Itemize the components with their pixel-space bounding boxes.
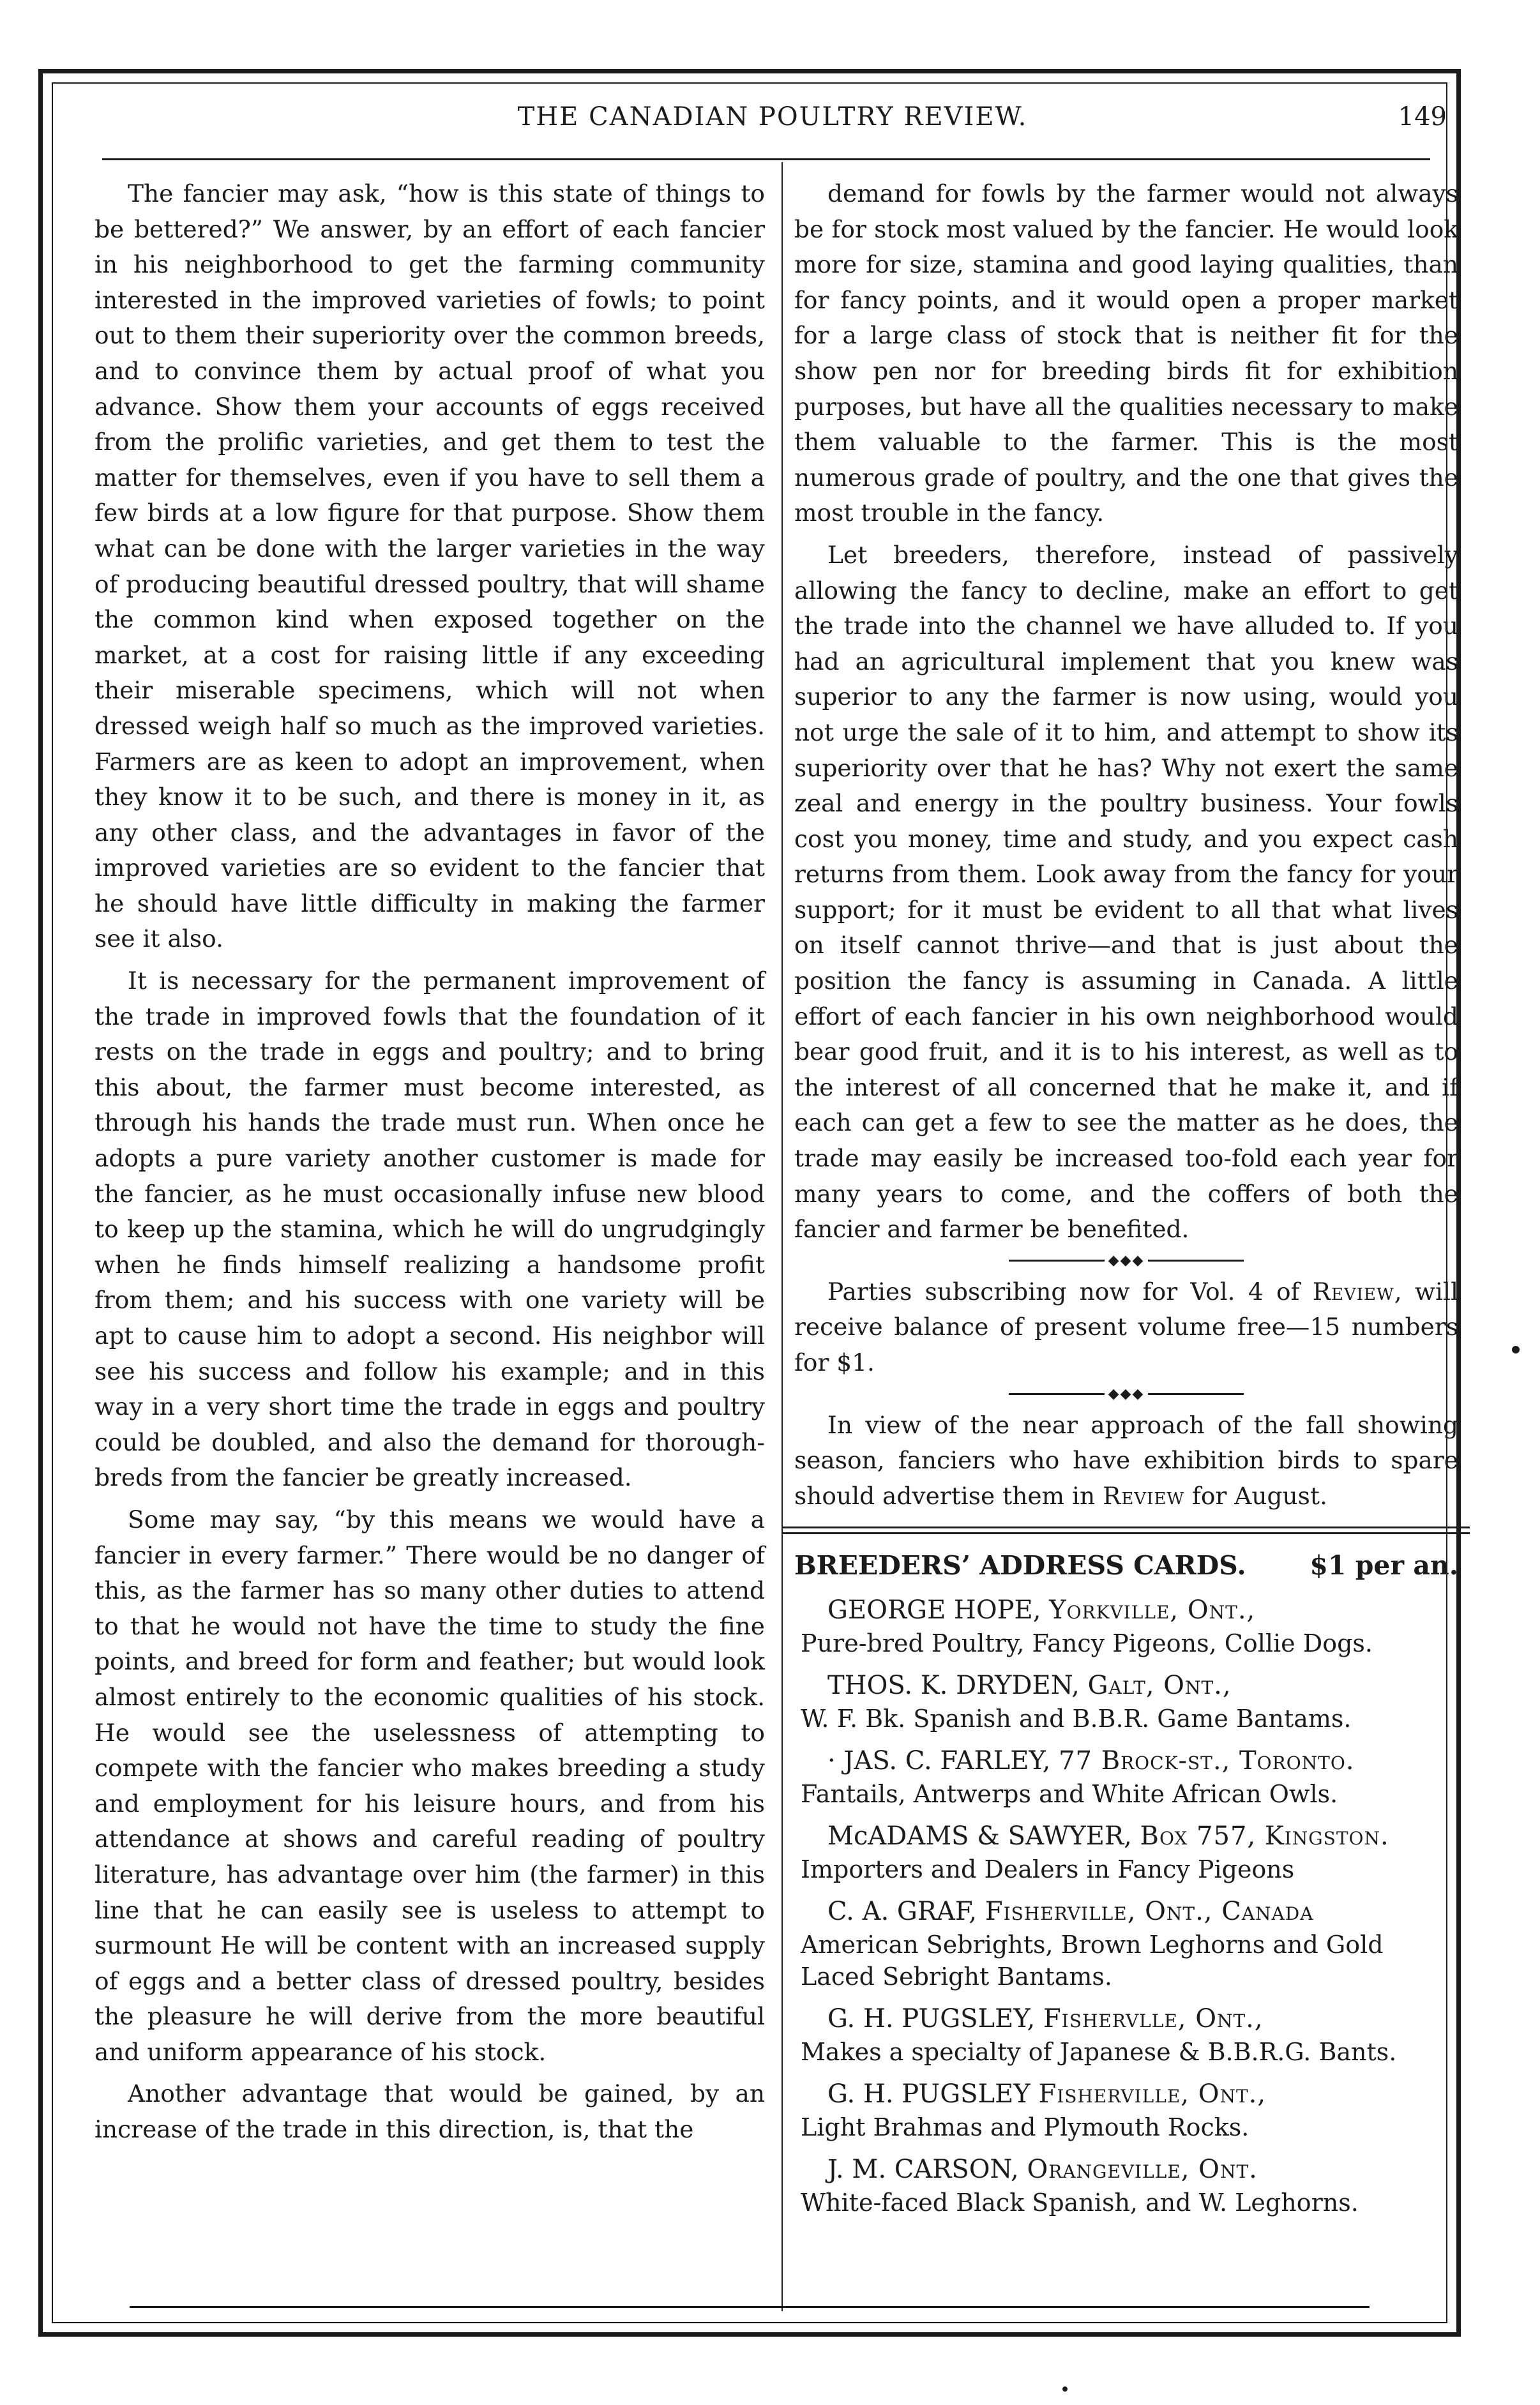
notice-text: In view of the near approach of the fall showing season, fanciers who have exhibition birds to spare should advertise them in — [794, 1410, 1458, 1510]
address-card — [794, 1819, 1458, 1885]
column-divider — [781, 162, 783, 2311]
page-header — [83, 102, 1462, 140]
notice-text: , will receive balance of present volume free—15 numbers for $1. — [794, 1277, 1458, 1376]
cards-heading-title: BREEDERS’ ADDRESS CARDS. — [794, 1550, 1246, 1581]
breeder-name: G. H. PUGSLEY, — [827, 2004, 1036, 2034]
notice-text: for August. — [1184, 1481, 1327, 1510]
breeder-place: Fisherville, Ont., — [1038, 2079, 1267, 2109]
left-column — [94, 176, 765, 2148]
review-word: Review — [1312, 1277, 1394, 1306]
breeder-place: Fisherville, Ont., Canada — [985, 1897, 1314, 1927]
subscription-notice — [794, 1274, 1458, 1381]
double-rule — [783, 1527, 1470, 1534]
breeder-description: Importers and Dealers in Fancy Pigeons — [801, 1855, 1295, 1884]
breeder-description: Fantails, Antwerps and White African Owls. — [801, 1780, 1338, 1809]
breeder-description: Makes a specialty of Japanese & B.B.R.G. Bants. — [801, 2038, 1397, 2067]
cards-heading-price: $1 per an. — [1310, 1550, 1458, 1581]
article-paragraph: Some may say, “by this means we would have a fancier in every farmer.” There would be no danger of this, as the farmer has so many other duties to attend to that he would not have the time to study the fine points, and breed for form and feather; but would look almost entirely to the economic qualities of his stock. He would see the uselessness of attempting to compete with the fancier who makes breeding a study and employment for his leisure hours, and from his attendance at shows and careful reading of poultry literature, has advantage over him (the farmer) in this line that he can easily see is useless to attempt to surmount He will be content with an increased supply of eggs and a better class of dressed poultry, besides the pleasure he will derive from the more beautiful and uniform appearance of his stock. — [94, 1505, 765, 2066]
address-card — [794, 2002, 1458, 2068]
right-column — [794, 176, 1458, 2219]
breeder-description: Pure-bred Poultry, Fancy Pigeons, Collie Dogs. — [801, 1629, 1373, 1658]
section-ornament: ◆◆◆ — [794, 1250, 1458, 1272]
section-ornament: ◆◆◆ — [794, 1383, 1458, 1405]
notice-text: Parties subscribing now for Vol. 4 of — [827, 1277, 1313, 1306]
breeder-description: White-faced Black Spanish, and W. Leghorns. — [801, 2189, 1359, 2217]
breeder-place: Galt, Ont., — [1087, 1671, 1232, 1701]
address-card — [794, 2152, 1458, 2219]
article-paragraph: Another advantage that would be gained, by an increase of the trade in this direction, is, that the — [94, 2079, 765, 2144]
running-title: THE CANADIAN POULTRY REVIEW. — [517, 102, 1028, 132]
breeder-description: Light Brahmas and Plymouth Rocks. — [801, 2113, 1249, 2142]
address-card — [794, 1593, 1458, 1659]
breeders-cards-heading — [794, 1547, 1458, 1584]
breeder-name: · JAS. C. FARLEY, — [827, 1746, 1051, 1776]
breeder-place: Fishervlle, Ont., — [1043, 2004, 1264, 2034]
breeder-name: J. M. CARSON, — [827, 2155, 1019, 2185]
address-card — [794, 2077, 1458, 2143]
address-card — [794, 1894, 1458, 1993]
article-paragraph: Let breeders, therefore, instead of passively allowing the fancy to decline, make an effort to get the trade into the channel we have alluded to. If you had an agricultural implement that you knew was superior to any the farmer is now using, would you not urge the sale of it to him, and attempt to show its superiority over that he has? Why not exert the same zeal and energy in the poultry business. Your fowls cost you money, time and study, and you expect cash returns from them. Look away from the fancy for your support; for it must be evident to all that what lives on itself cannot thrive—and that is just about the position the fancy is assuming in Canada. A little effort of each fancier in his own neighborhood would bear good fruit, and it is to his interest, as well as to the interest of all concerned that he make it, and if each can get a few to see the matter as he does, the trade may easily be increased too-fold each year for many years to come, and the coffers of both the fancier and farmer be benefited. — [794, 540, 1458, 1244]
header-rule — [102, 158, 1430, 160]
review-word: Review — [1103, 1481, 1185, 1510]
article-paragraph: It is necessary for the permanent improvement of the trade in improved fowls that the foundation of it rests on the trade in eggs and poultry; and to bring this about, the farmer must become interested, as through his hands the trade must run. When once he adopts a pure variety another customer is made for the fancier, as he must occasionally infuse new blood to keep up the stamina, which he will do ungrudgingly when he finds himself realizing a handsome profit from them; and his success with one variety will be apt to cause him to adopt a second. His neighbor will see his success and follow his example; and in this way in a very short time the trade in eggs and poultry could be doubled, and also the demand for thorough-breds from the fancier be greatly increased. — [94, 967, 765, 1492]
breeder-name: G. H. PUGSLEY — [827, 2079, 1030, 2109]
breeder-place: 77 Brock-st., Toronto. — [1059, 1746, 1355, 1776]
breeder-place: Orangeville, Ont. — [1027, 2155, 1258, 2185]
margin-ink-dot — [1512, 1346, 1520, 1353]
breeder-place: Box 757, Kingston. — [1140, 1821, 1389, 1851]
address-card — [794, 1668, 1458, 1735]
margin-ink-dot — [1062, 2386, 1068, 2392]
breeder-name: McADAMS & SAWYER, — [827, 1821, 1132, 1851]
page-number: 149 — [1398, 102, 1447, 132]
breeder-description: American Sebrights, Brown Leghorns and Gold Laced Sebright Bantams. — [801, 1931, 1384, 1991]
breeder-name: C. A. GRAF, — [827, 1897, 978, 1927]
breeder-description: W. F. Bk. Spanish and B.B.R. Game Bantams. — [801, 1705, 1352, 1733]
bottom-rule — [130, 2306, 1370, 2308]
breeder-name: THOS. K. DRYDEN, — [827, 1671, 1080, 1701]
advertise-notice — [794, 1408, 1458, 1514]
article-paragraph: demand for fowls by the farmer would not always be for stock most valued by the fancier. He would look more for size, stamina and good laying qualities, than for fancy points, and it would open a proper market for a large class of stock that is neither fit for the show pen nor for breeding birds fit for exhibition purposes, but have all the qualities necessary to make them valuable to the farmer. This is the most numerous grade of poultry, and the one that gives the most trouble in the fancy. — [794, 179, 1458, 527]
article-paragraph: The fancier may ask, “how is this state of things to be bettered?” We answer, by an effort of each fancier in his neighborhood to get the farming community interested in the improved varieties of fowls; to point out to them their superiority over the common breeds, and to convince them by actual proof of what you advance. Show them your accounts of eggs received from the prolific varieties, and get them to test the matter for themselves, even if you have to sell them a few birds at a low figure for that purpose. Show them what can be done with the larger varieties in the way of producing beautiful dressed poultry, that will shame the common kind when exposed together on the market, at a cost for raising little if any exceeding their miserable specimens, which will not when dressed weigh half so much as the improved varieties. Farmers are as keen to adopt an improvement, when they know it to be such, and there is money in it, as any other class, and the advantages in favor of the improved varieties are so evident to the fancier that he should have little difficulty in making the farmer see it also. — [94, 179, 765, 953]
address-card — [794, 1744, 1458, 1810]
breeder-place: Yorkville, Ont., — [1049, 1595, 1256, 1625]
breeder-name: GEORGE HOPE, — [827, 1595, 1041, 1625]
